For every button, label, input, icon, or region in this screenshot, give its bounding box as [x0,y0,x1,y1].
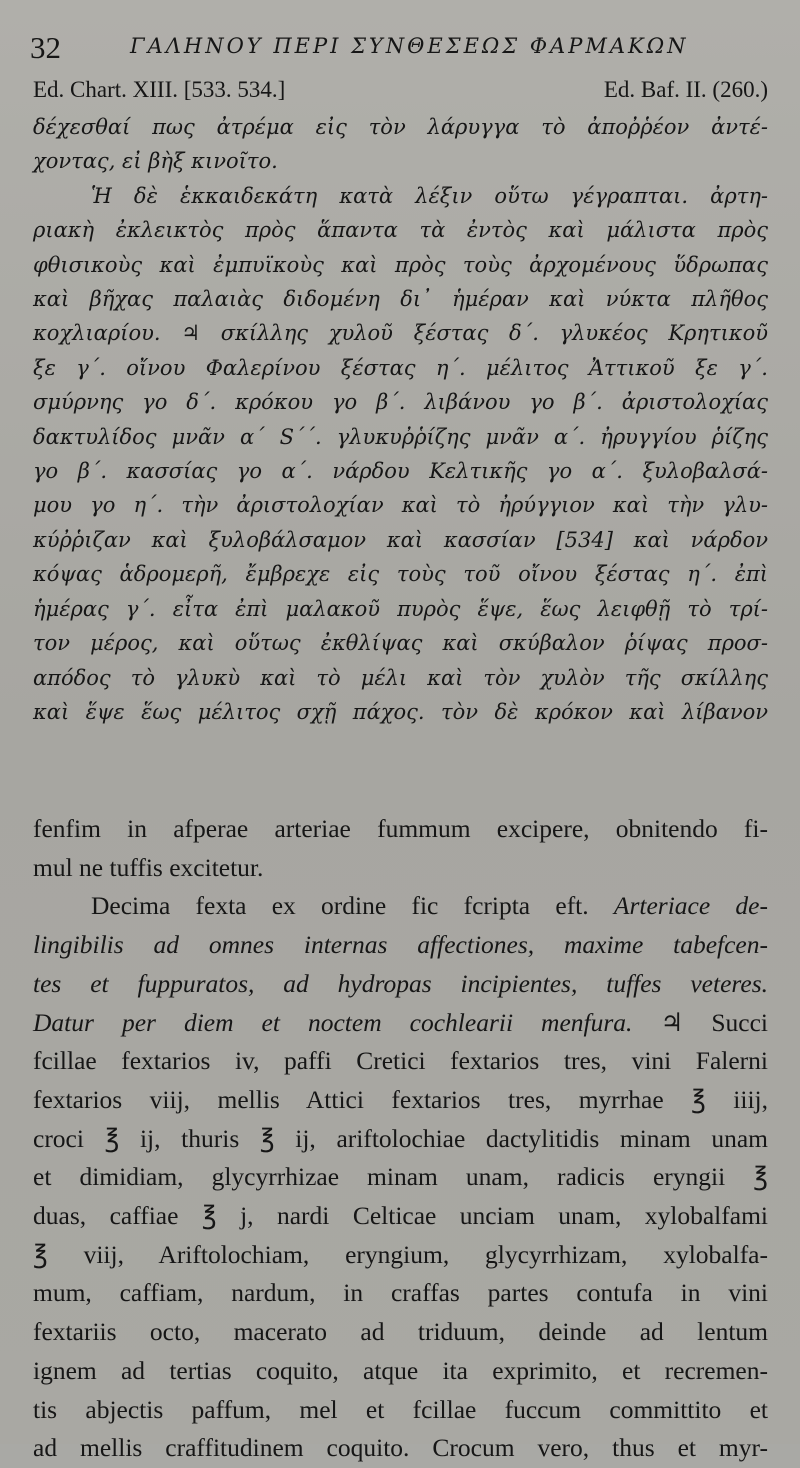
latin-line: croci ℥ ij, thuris ℥ ij, ariftolochiae dactylitidis minam unam [33,1123,768,1153]
greek-line: χοντας, εἰ βὴξ κινοῖτο. [33,149,278,174]
latin-line: fextarios viij, mellis Attici fextarios tres, myrrhae ℥ iiij, [33,1084,768,1114]
edition-reference-left: Ed. Chart. XIII. [533. 534.] [33,77,286,102]
greek-line: τον μέρος, καὶ οὕτως ἐκθλίψας καὶ σκύβαλον ῥίψας προσ- [33,631,768,656]
greek-line: δέχεσθαί πως ἀτρέμα εἰς τὸν λάρυγγα τὸ ἀποῤῥέον ἀντέ- [33,115,768,139]
greek-line: ἡμέρας γ΄. εἶτα ἐπὶ μαλακοῦ πυρὸς ἕψε, ἕως λειφθῇ τὸ τρί- [33,596,768,621]
latin-text-italic: Datur per diem et noctem cochlearii menfura. [33,1007,633,1037]
latin-line: mul ne tuffis excitetur. [33,852,264,882]
greek-line: απόδος τὸ γλυκὺ καὶ τὸ μέλι καὶ τὸν χυλὸν τῆς σκίλλης [33,665,768,690]
greek-line: ξε γ΄. οἴνου Φαλερίνου ξέστας η΄. μέλιτος Ἀττικοῦ ξε γ΄. [33,355,768,380]
latin-line: ignem ad tertias coquito, atque ita exprimito, et recremen- [33,1355,768,1385]
greek-line: σμύρνης γο δ΄. κρόκου γο β΄. λιβάνου γο β΄. ἀριστολοχίας [33,390,768,415]
latin-line: fenfim in afperae arteriae fummum excipere, obnitendo fi- [33,814,768,843]
latin-line: fextariis octo, macerato ad triduum, deinde ad lentum [33,1317,768,1347]
latin-line: fcillae fextarios iv, paffi Cretici fextarios tres, vini Falerni [33,1046,768,1076]
page-number: 32 [30,30,61,65]
edition-reference-line [33,77,768,109]
greek-line: γο β΄. κασσίας γο α΄. νάρδου Κελτικῆς γο α΄. ξυλοβαλσά- [33,459,768,484]
latin-line: ℥ viij, Ariftolochiam, eryngium, glycyrrhizam, xylobalfa- [33,1239,768,1269]
greek-text-block [33,110,768,729]
latin-text-roman: Decima fexta ex ordine fic fcripta eft. [91,891,614,921]
latin-line: ad mellis craffitudinem coquito. Crocum vero, thus et myr- [33,1433,768,1463]
greek-line: μου γο η΄. τὴν ἀριστολοχίαν καὶ τὸ ἠρύγγιον καὶ τὴν γλυ- [33,493,768,518]
latin-text-italic: Arteriace de- [613,891,768,921]
latin-line: tis abjectis paffum, mel et fcillae fuccum committito et [33,1394,768,1424]
greek-line: φθισικοὺς καὶ ἐμπυϊκοὺς καὶ πρὸς τοὺς ἀρχομένους ὕδρωπας [33,252,768,277]
greek-line: καὶ ἕψε ἕως μέλιτος σχῇ πάχος. τὸν δὲ κρόκον καὶ λίβανον [33,699,768,724]
edition-reference-right: Ed. Baf. II. (260.) [603,77,768,102]
latin-line: lingibilis ad omnes internas affectiones, maxime tabefcen- [33,930,768,960]
page-header [30,30,770,66]
latin-line [33,887,768,926]
greek-line: κύῤῥιζαν καὶ ξυλοβάλσαμον καὶ κασσίαν [534] καὶ νάρδον [33,527,768,552]
greek-line: κοχλιαρίου. ♃ σκίλλης χυλοῦ ξέστας δ΄. γλυκέος Κρητικοῦ [33,321,768,346]
greek-line: δακτυλίδος μνᾶν α΄ S΄΄. γλυκυῤῥίζης μνᾶν α΄. ἠρυγγίου ῥίζης [33,424,768,449]
latin-text-roman: ♃ Succi [632,1007,769,1037]
latin-text-block [33,810,768,1468]
latin-line: duas, caffiae ℥ j, nardi Celticae unciam unam, xylobalfami [33,1201,768,1231]
greek-line: κόψας ἁδρομερῆ, ἔμβρεχε εἰς τοὺς τοῦ οἴνου ξέστας η΄. ἐπὶ [33,562,768,587]
greek-line: ριακὴ ἐκλεικτὸς πρὸς ἅπαντα τὰ ἐντὸς καὶ μάλιστα πρὸς [33,218,768,243]
latin-line [33,1004,768,1043]
greek-line: Ἡ δὲ ἑκκαιδεκάτη κατὰ λέξιν οὕτω γέγραπται. ἀρτη- [91,183,768,208]
latin-line: mum, caffiam, nardum, in craffas partes contufa in vini [33,1278,768,1308]
latin-line: et dimidiam, glycyrrhizae minam unam, radicis eryngii ℥ [33,1162,768,1192]
greek-line: καὶ βῆχας παλαιὰς διδομένη δι᾽ ἡμέραν καὶ νύκτα πλῆθος [33,287,768,312]
latin-line: tes et fuppuratos, ad hydropas incipientes, tuffes veteres. [33,968,768,998]
running-title: ΓΑΛΗΝΟΥ ΠΕΡΙ ΣΥΝΘΕΣΕΩΣ ΦΑΡΜΑΚΩΝ [130,34,689,58]
